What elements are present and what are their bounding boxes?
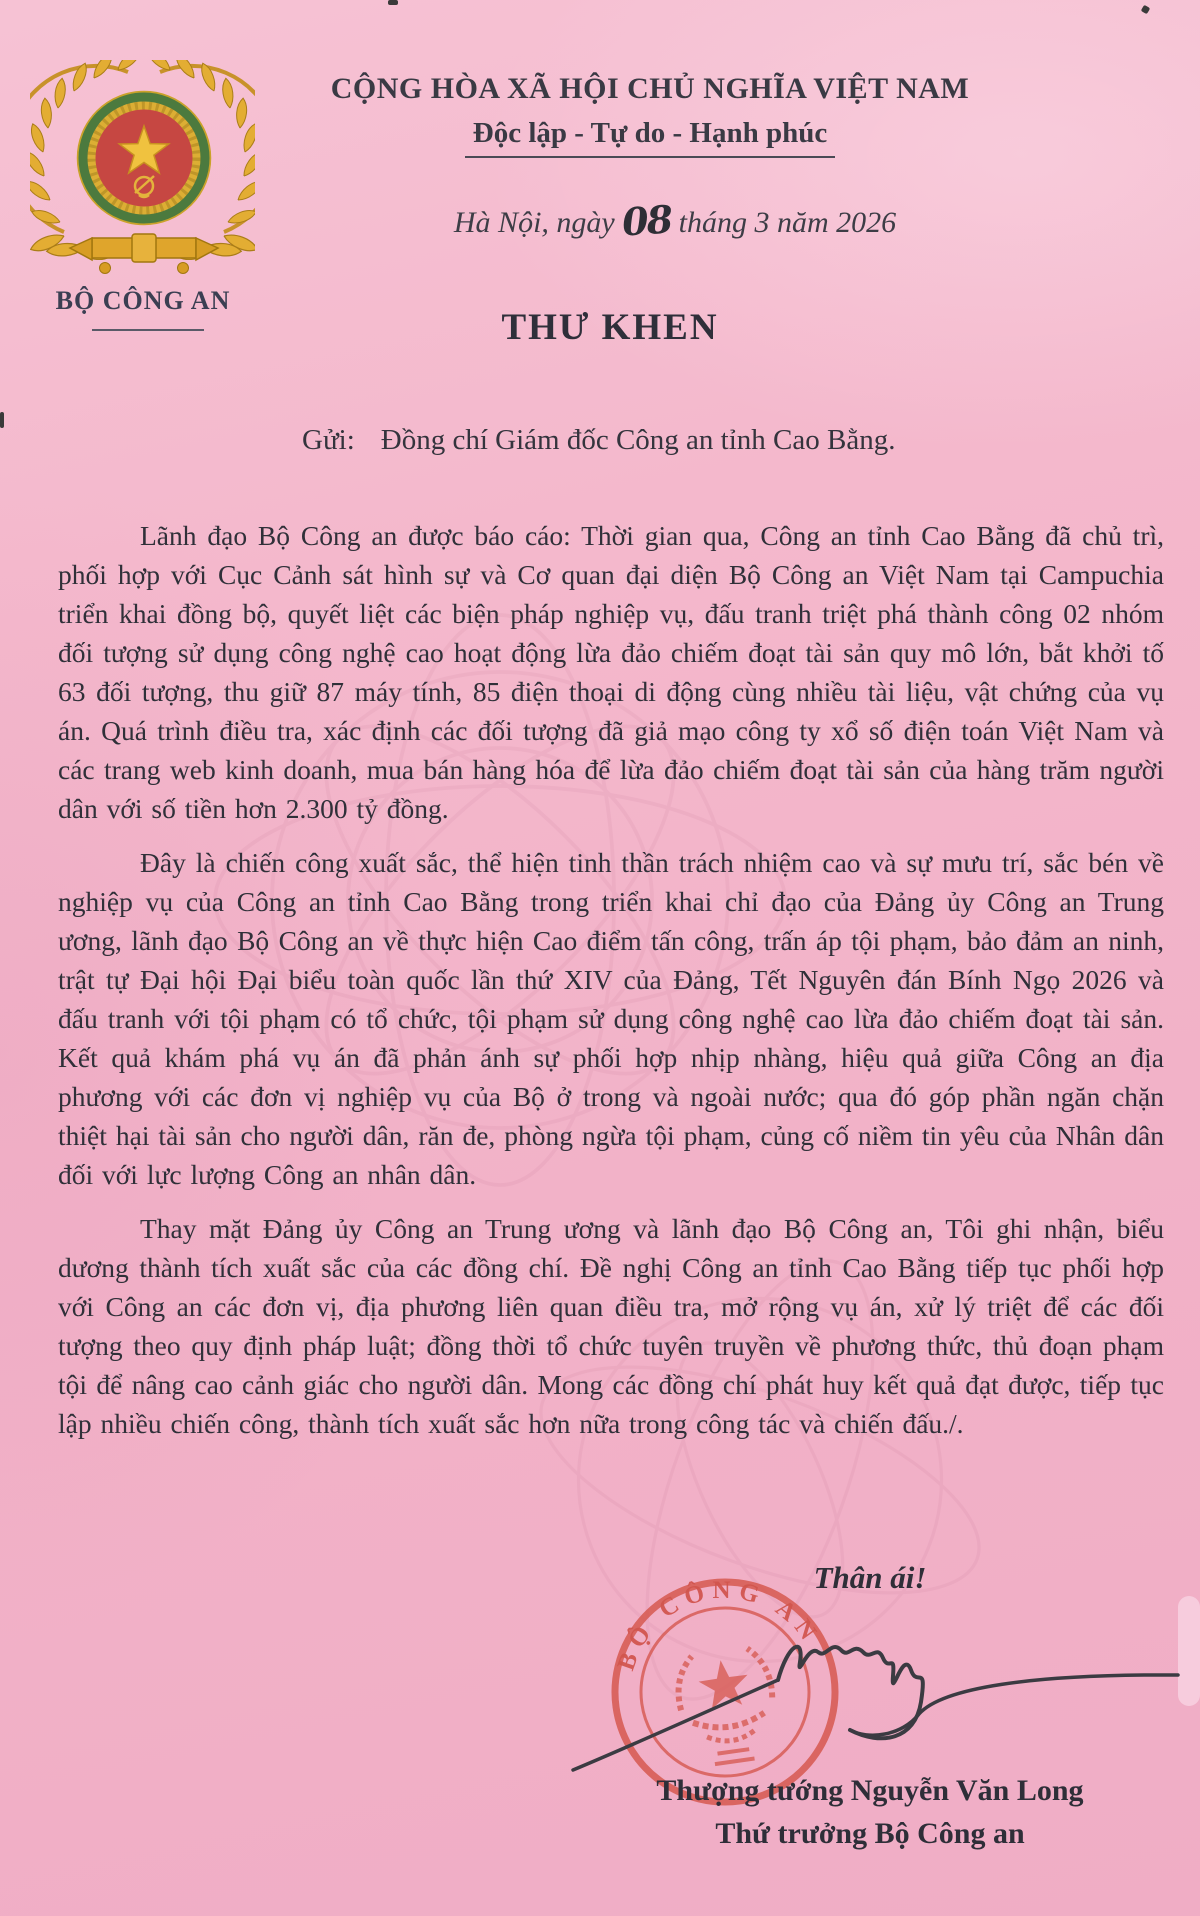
scan-artifact bbox=[1141, 5, 1151, 15]
date-prefix: Hà Nội, ngày bbox=[453, 206, 615, 239]
national-header bbox=[310, 72, 990, 158]
closing-salute: Thân ái! bbox=[813, 1560, 927, 1595]
paragraph-1: Lãnh đạo Bộ Công an được báo cáo: Thời gian qua, Công an tỉnh Cao Bằng đã chủ trì, phối hợp với Cục Cảnh sát hình sự và Cơ quan đại diện Bộ Công an Việt Nam tại Campuchia triển khai đồng bộ, quyết liệt các biện pháp nghiệp vụ, đấu tranh triệt phá thành công 02 nhóm đối tượng sử dụng công nghệ cao hoạt động lừa đảo chiếm đoạt tài sản quy mô lớn, bắt khởi tố 63 đối tượng, thu giữ 87 máy tính, 85 điện thoại di động cùng nhiều tài liệu, vật chứng của vụ án. Quá trình điều tra, xác định các đối tượng đã giả mạo công ty xổ số điện toán Việt Nam và các trang web kinh doanh, mua bán hàng hóa để lừa đảo chiếm đoạt tài sản của hàng trăm người dân với số tiền hơn 2.300 tỷ đồng. bbox=[58, 520, 1164, 824]
recipient-label: Gửi: bbox=[302, 424, 355, 456]
national-motto: Độc lập - Tự do - Hạnh phúc bbox=[465, 117, 836, 158]
signer-title: Thứ trưởng Bộ Công an bbox=[715, 1817, 1025, 1850]
letter-body bbox=[58, 516, 1164, 1458]
agency-name: BỘ CÔNG AN bbox=[55, 286, 231, 315]
paragraph-3: Thay mặt Đảng ủy Công an Trung ương và lãnh đạo Bộ Công an, Tôi ghi nhận, biểu dương thành tích xuất sắc của các đồng chí. Đề nghị Công an tỉnh Cao Bằng tiếp tục phối hợp với Công an các đơn vị, địa phương liên quan điều tra, mở rộng vụ án, xử lý triệt để các đối tượng theo quy định pháp luật; đồng thời tổ chức tuyên truyền về phương thức, thủ đoạn phạm tội để nâng cao cảnh giác cho người dân. Mong các đồng chí phát huy kết quả đạt được, tiếp tục lập nhiều chiến công, thành tích xuất sắc hơn nữa trong công tác và chiến đấu./. bbox=[58, 1213, 1164, 1439]
signature-ink bbox=[550, 1618, 1200, 1783]
ministry-of-public-security-emblem bbox=[30, 60, 255, 275]
signer-rank-name: Thượng tướng Nguyễn Văn Long bbox=[656, 1774, 1084, 1807]
national-title: CỘNG HÒA XÃ HỘI CHỦ NGHĨA VIỆT NAM bbox=[330, 72, 970, 105]
recipient-name: Đồng chí Giám đốc Công an tỉnh Cao Bằng. bbox=[380, 424, 896, 456]
paragraph-2: Đây là chiến công xuất sắc, thể hiện tinh thần trách nhiệm cao và sự mưu trí, sắc bén về nghiệp vụ của Công an tỉnh Cao Bằng trong triển khai chỉ đạo của Đảng ủy Công an Trung ương, lãnh đạo Bộ Công an về thực hiện Cao điểm tấn công, trấn áp tội phạm, bảo đảm an ninh, trật tự Đại hội Đại biểu toàn quốc lần thứ XIV của Đảng, Tết Nguyên đán Bính Ngọ 2026 và đấu tranh với tội phạm có tổ chức, tội phạm sử dụng công nghệ cao lừa đảo chiếm đoạt tài sản. Kết quả khám phá vụ án đã phản ánh sự phối hợp nhịp nhàng, hiệu quả giữa Công an địa phương với các đơn vị nghiệp vụ của Bộ ở trong và ngoài nước; qua đó góp phần ngăn chặn thiệt hại tài sản cho người dân, răn đe, phòng ngừa tội phạm, củng cố niềm tin yêu của Nhân dân đối với lực lượng Công an nhân dân. bbox=[58, 847, 1164, 1190]
scan-artifact bbox=[388, 0, 398, 5]
signer-block bbox=[560, 1774, 1180, 1851]
seal-arc-text: BỘ CÔNG AN bbox=[612, 1576, 826, 1674]
date-suffix: tháng 3 năm 2026 bbox=[678, 206, 897, 239]
banner-ribbon bbox=[70, 234, 218, 274]
document-title: THƯ KHEN bbox=[501, 307, 719, 348]
recipient-line bbox=[302, 424, 895, 457]
scan-artifact bbox=[0, 412, 4, 428]
handwritten-day: 08 bbox=[620, 196, 673, 245]
place-date-line bbox=[330, 196, 1020, 245]
